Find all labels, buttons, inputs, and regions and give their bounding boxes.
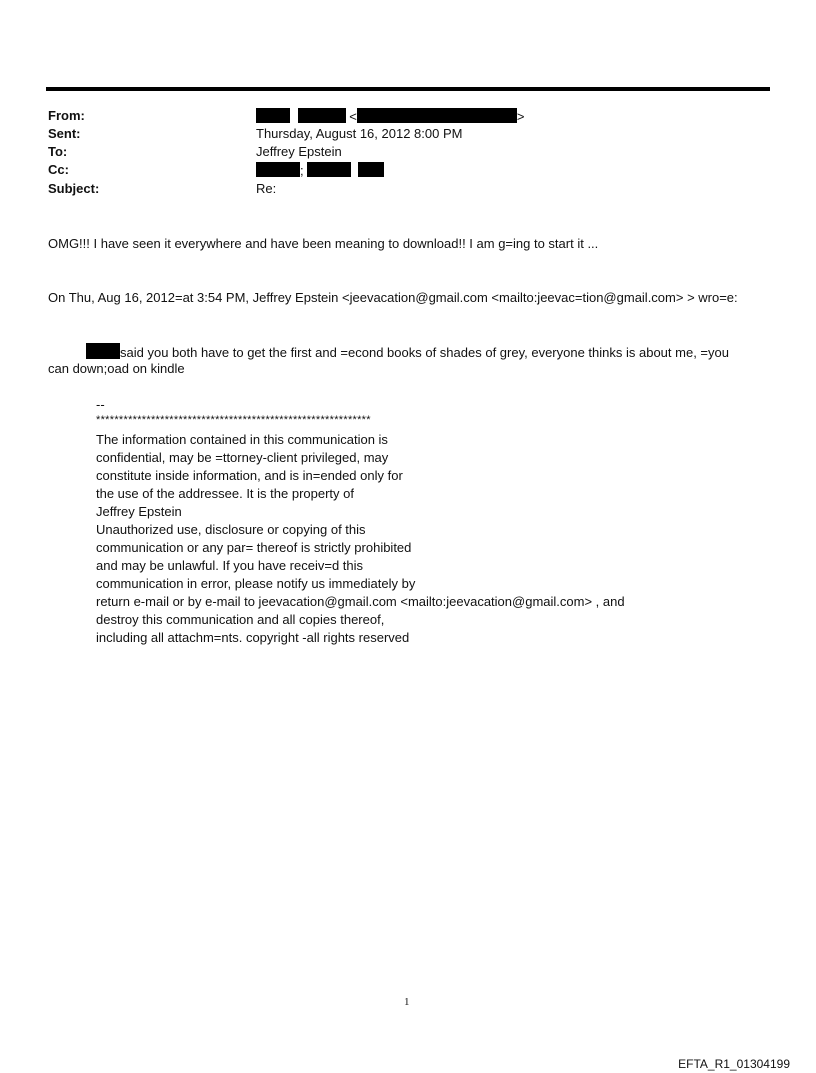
redaction-block: [256, 108, 290, 123]
to-value: Jeffrey Epstein: [256, 144, 342, 159]
cc-label: Cc:: [48, 162, 69, 177]
document-id: EFTA_R1_01304199: [678, 1057, 790, 1071]
from-open-bracket: <: [349, 109, 357, 124]
from-label: From:: [48, 108, 85, 123]
redaction-block: [298, 108, 346, 123]
redaction-block: [256, 162, 300, 177]
disclaimer-line: Jeffrey Epstein: [96, 504, 182, 519]
quoted-line-2: can down;oad on kindle: [48, 361, 185, 376]
sent-label: Sent:: [48, 126, 81, 141]
quoted-line-1: [86, 343, 729, 360]
from-value: [256, 108, 524, 124]
disclaimer-stars: ************************************************************: [96, 414, 371, 426]
disclaimer-line: Unauthorized use, disclosure or copying of this: [96, 522, 366, 537]
page-number: 1: [404, 996, 410, 1008]
disclaimer-line: return e-mail or by e-mail to jeevacation@gmail.com <mailto:jeevacation@gmail.com> , and: [96, 594, 625, 609]
attribution-line: On Thu, Aug 16, 2012=at 3:54 PM, Jeffrey Epstein <jeevacation@gmail.com <mailto:jeevac=tion@gmail.com> > wro=e:: [48, 290, 738, 305]
subject-label: Subject:: [48, 181, 100, 196]
redaction-block: [307, 162, 351, 177]
disclaimer-line: The information contained in this communication is: [96, 432, 388, 447]
disclaimer-line: the use of the addressee. It is the property of: [96, 486, 354, 501]
reply-line: OMG!!! I have seen it everywhere and have been meaning to download!! I am g=ing to start it ...: [48, 236, 599, 251]
redaction-block: [358, 162, 384, 177]
disclaimer-text: [96, 431, 625, 647]
cc-value: [256, 162, 384, 178]
quoted-text-1: said you both have to get the first and =econd books of shades of grey, everyone thinks is about me, =you: [120, 345, 729, 360]
cc-separator: ;: [300, 163, 304, 178]
disclaimer-line: constitute inside information, and is in=ended only for: [96, 468, 403, 483]
disclaimer-line: confidential, may be =ttorney-client privileged, may: [96, 450, 389, 465]
redaction-block: [86, 343, 120, 359]
disclaimer-line: and may be unlawful. If you have receiv=d this: [96, 558, 364, 573]
sent-value: Thursday, August 16, 2012 8:00 PM: [256, 126, 463, 141]
disclaimer-line: communication in error, please notify us immediately by: [96, 576, 416, 591]
disclaimer-line: including all attachm=nts. copyright -all rights reserved: [96, 630, 410, 645]
from-close-bracket: >: [516, 109, 525, 124]
redaction-block: [357, 108, 517, 123]
disclaimer-line: communication or any par= thereof is strictly prohibited: [96, 540, 412, 555]
to-label: To:: [48, 144, 68, 159]
disclaimer-line: destroy this communication and all copies thereof,: [96, 612, 385, 627]
top-rule: [46, 87, 770, 91]
subject-value: Re:: [256, 181, 277, 196]
signature-dashes: --: [96, 397, 105, 412]
